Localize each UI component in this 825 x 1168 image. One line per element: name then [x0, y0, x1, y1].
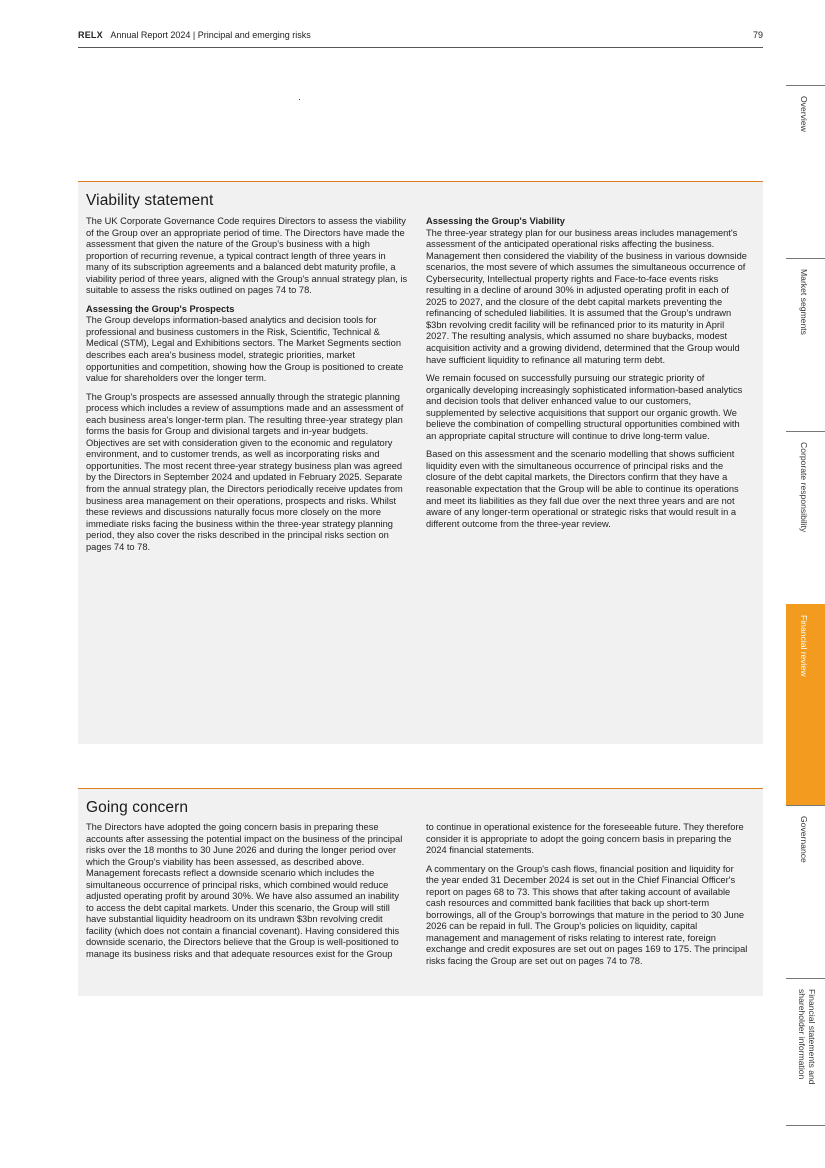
tab-market-segments-label: Market segments	[799, 269, 809, 335]
report-title: Annual Report 2024 | Principal and emerging risks	[110, 30, 311, 40]
viability-assessment-text: The three-year strategy plan for our business areas includes management's assessment of the anticipated operational risks affecting the business. Management then considered the viability of the business in various downside scenarios, the most severe of which assumes the simultaneous occurrence of Cybersecurity, Intellectual property rights and Face-to-face events risks resulting in a decline of around 30% in adjusted operating profit in each of 2025 to 2027, and the closure of the debt capital markets preventing the refinancing of scheduled liabilities. It is assumed that the Group's undrawn $3bn revolving credit facility will be refinanced prior to its maturity in April 2027. The resulting analysis, which assumed no share buybacks, modest acquisition activity and a growing dividend, determined that the Group would have sufficient liquidity to refinance all maturing term debt.	[426, 227, 747, 365]
tabs-bottom-rule	[786, 1125, 825, 1126]
viability-left-column	[86, 216, 408, 560]
viability-heading: Viability statement	[86, 192, 214, 209]
brand-name: RELX	[78, 30, 103, 40]
tab-governance[interactable]	[786, 805, 825, 978]
strategic-priority-paragraph: We remain focused on successfully pursuing our strategic priority of organically developing increasingly sophisticated information-based analytics and decision tools that deliver enhanced value to our customers, supplemented by selective acquisitions that support our organic growth. We believe the combination of compelling structural opportunities combined with an appropriate capital structure will continue to drive long-term value.	[426, 373, 743, 441]
cash-flow-commentary-paragraph: A commentary on the Group's cash flows, financial position and liquidity for the year ended 31 December 2024 is set out in the Chief Financial Officer's report on pages 68 to 73. This shows that after taking account of available cash resources and committed bank facilities that back up short-term borrowings, all of the Group's borrowings that mature in the period to 30 June 2026 can be repaid in full. The Group's policies on liquidity, capital management and management of risks relating to interest rate, foreign exchange and credit exposures are set out on pages 169 to 175. The principal risks facing the Group are set out on pages 74 to 78.	[426, 863, 748, 967]
tab-corporate-responsibility[interactable]	[786, 431, 825, 604]
viability-assessment-section	[426, 216, 748, 366]
tab-overview-label: Overview	[799, 96, 809, 132]
tab-corporate-responsibility-label: Corporate responsibility	[799, 442, 809, 533]
going-concern-panel	[78, 788, 763, 996]
section-tabs	[786, 85, 825, 1135]
viability-subheading: Assessing the Group's Viability	[426, 216, 565, 226]
going-concern-left-column	[86, 822, 408, 968]
tab-financial-statements-label: Financial statements and shareholder information	[797, 989, 817, 1085]
going-concern-heading: Going concern	[86, 799, 189, 816]
tab-financial-review-label: Financial review	[799, 615, 809, 677]
tab-financial-statements[interactable]	[786, 978, 825, 1125]
tab-governance-label: Governance	[799, 816, 809, 863]
prospects-text: The Group develops information-based analytics and decision tools for professional and business customers in the Risk, Scientific, Technical & Medical (STM), Legal and Exhibitions sectors. The Market Segments section describes each area's business model, strategic priorities, market opportunities and competition, showing how the Group is positioned to create value for shareholders over the longer term.	[86, 315, 404, 384]
prospects-section	[86, 304, 408, 385]
viability-intro-paragraph: The UK Corporate Governance Code requires Directors to assess the viability of the Group over an appropriate period of time. The Directors have made the assessment that given the nature of the Group's business with a high proportion of recurring revenue, a typical contract length of three years in many of its subscription agreements and a balanced debt maturity profile, a viability period of three years, aligned with the Group's annual strategy plan, is suitable to assess the risks outlined on pages 74 to 78.	[86, 216, 408, 296]
viability-conclusion-paragraph: Based on this assessment and the scenario modelling that shows sufficient liquidity even with the simultaneous occurrence of principal risks and the closure of the debt capital markets, the Directors confirm that they have a reasonable expectation that the Group will be able to continue its operations and meet its liabilities as they fall due over the next three years and are not aware of any longer-term operational or strategic risks that would result in a different outcome from the three-year review.	[426, 449, 739, 529]
prospects-assessment-paragraph: The Group's prospects are assessed annually through the strategic planning process which includes a review of assumptions made and an assessment of each business area's longer-term plan. The resulting three-year strategy plan forms the basis for Group and divisional targets and in-year budgets. Objectives are set with consideration given to the economic and regulatory environment, and to customer trends, as well as incorporating risks and opportunities. The most recent three-year strategy business plan was agreed by the Directors in September 2024 and updated in February 2025. Separate from the annual strategy plan, the Directors periodically receive updates from business area management on their operations, prospects and risks. Whilst these reviews and discussions naturally focus more closely on the more immediate risks facing the business within the three-year strategy planning period, they also cover the risks described in the principal risks section on pages 74 to 78.	[86, 391, 404, 552]
tab-overview[interactable]	[786, 85, 825, 258]
viability-statement-panel	[78, 181, 763, 744]
going-concern-basis-paragraph: The Directors have adopted the going concern basis in preparing these accounts after assessing the potential impact on the business of the principal risks over the 18 months to 30 June 2026 and during the longer period over which the Group's viability has been assessed, as described above. Management forecasts reflect a downside scenario which includes the simultaneous occurrence of principal risks, which combined would reduce adjusted operating profit by around 30%. We have also assumed an inability to access the debt capital markets. Under this scenario, the Group will still have substantial liquidity headroom on its undrawn $3bn revolving credit facility (which does not contain a financial covenant). Having considered this downside scenario, the Directors believe that the Group is well-positioned to manage its business risks and that adequate resources exist for the Group	[86, 822, 403, 960]
stray-mark	[299, 99, 300, 100]
tab-financial-review[interactable]	[786, 604, 825, 805]
going-concern-continuation-paragraph: to continue in operational existence for the foreseeable future. They therefore consider it is appropriate to adopt the going concern basis in preparing the 2024 financial statements.	[426, 822, 744, 856]
prospects-subheading: Assessing the Group's Prospects	[86, 303, 235, 314]
page-header	[78, 30, 763, 48]
going-concern-right-column	[426, 822, 748, 975]
tab-market-segments[interactable]	[786, 258, 825, 431]
page-number: 79	[752, 30, 763, 40]
viability-right-column	[426, 216, 748, 537]
